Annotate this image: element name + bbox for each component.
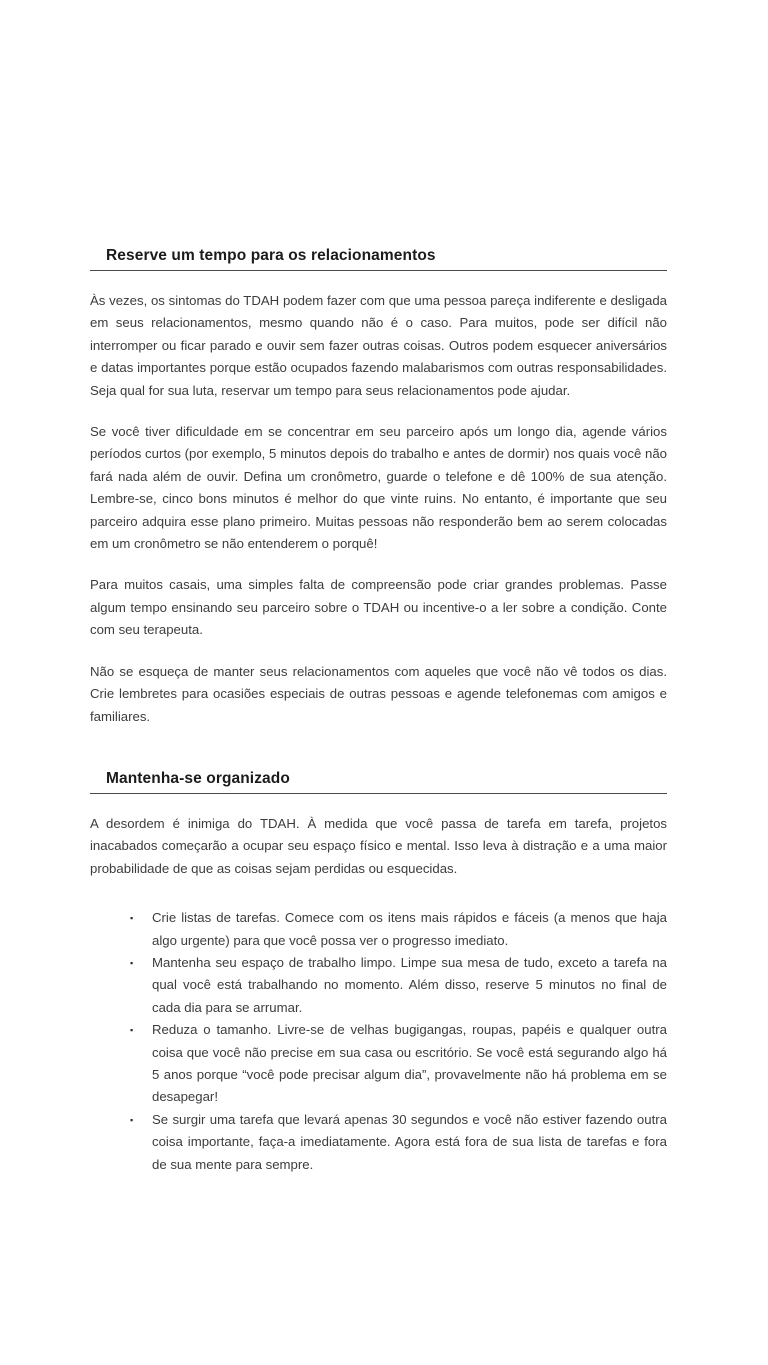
list-item-text: Reduza o tamanho. Livre-se de velhas bugigangas, roupas, papéis e qualquer outra coisa que você não precise em sua casa ou escritório. Se você está segurando algo há 5 anos porque “você pode precisar algum dia”, provavelmente não há problema em se desapegar! [152, 1022, 667, 1105]
square-bullet-icon: ▪ [130, 913, 134, 924]
section-heading-organized: Mantenha-se organizado [90, 770, 667, 794]
list-item [130, 952, 667, 1019]
section-organized [90, 770, 667, 1176]
bullet-list [90, 907, 667, 1176]
paragraph: Se você tiver dificuldade em se concentrar em seu parceiro após um longo dia, agende vários períodos curtos (por exemplo, 5 minutos depois do trabalho e antes de dormir) nos quais você não fará nada além de ouvir. Defina um cronômetro, guarde o telefone e dê 100% de sua atenção. Lembre-se, cinco bons minutos é melhor do que vinte ruins. No entanto, é importante que seu parceiro adquira esse plano primeiro. Muitas pessoas não responderão bem ao serem colocadas em um cronômetro se não entenderem o porquê! [90, 424, 667, 552]
list-item [130, 1109, 667, 1176]
document-content [90, 247, 667, 1176]
paragraph: Às vezes, os sintomas do TDAH podem fazer com que uma pessoa pareça indiferente e desligada em seus relacionamentos, mesmo quando não é o caso. Para muitos, pode ser difícil não interromper ou ficar parado e ouvir sem fazer outras coisas. Outros podem esquecer aniversários e datas importantes porque estão ocupados fazendo malabarismos com outras responsabilidades. Seja qual for sua luta, reservar um tempo para seus relacionamentos pode ajudar. [90, 293, 667, 398]
section-relationships [90, 247, 667, 728]
square-bullet-icon: ▪ [130, 957, 134, 968]
list-item-text: Mantenha seu espaço de trabalho limpo. Limpe sua mesa de tudo, exceto a tarefa na qual você está trabalhando no momento. Além disso, reserve 5 minutos no final de cada dia para se arrumar. [152, 954, 667, 1015]
square-bullet-icon: ▪ [130, 1114, 134, 1125]
paragraph: Não se esqueça de manter seus relacionamentos com aqueles que você não vê todos os dias. Crie lembretes para ocasiões especiais de outras pessoas e agende telefonemas com amigos e familiares. [90, 663, 667, 724]
list-item [130, 1019, 667, 1109]
square-bullet-icon: ▪ [130, 1025, 134, 1036]
list-item [130, 907, 667, 952]
paragraph: A desordem é inimiga do TDAH. À medida que você passa de tarefa em tarefa, projetos inacabados começarão a ocupar seu espaço físico e mental. Isso leva à distração e a uma maior probabilidade de que as coisas sejam perdidas ou esquecidas. [90, 815, 667, 876]
list-item-text: Se surgir uma tarefa que levará apenas 30 segundos e você não estiver fazendo outra coisa importante, faça-a imediatamente. Agora está fora de sua lista de tarefas e fora de sua mente para sempre. [152, 1111, 667, 1172]
section-heading-relationships: Reserve um tempo para os relacionamentos [90, 247, 667, 271]
paragraph: Para muitos casais, uma simples falta de compreensão pode criar grandes problemas. Passe algum tempo ensinando seu parceiro sobre o TDAH ou incentive-o a ler sobre a condição. Conte com seu terapeuta. [90, 577, 667, 638]
list-item-text: Crie listas de tarefas. Comece com os itens mais rápidos e fáceis (a menos que haja algo urgente) para que você possa ver o progresso imediato. [152, 910, 667, 948]
